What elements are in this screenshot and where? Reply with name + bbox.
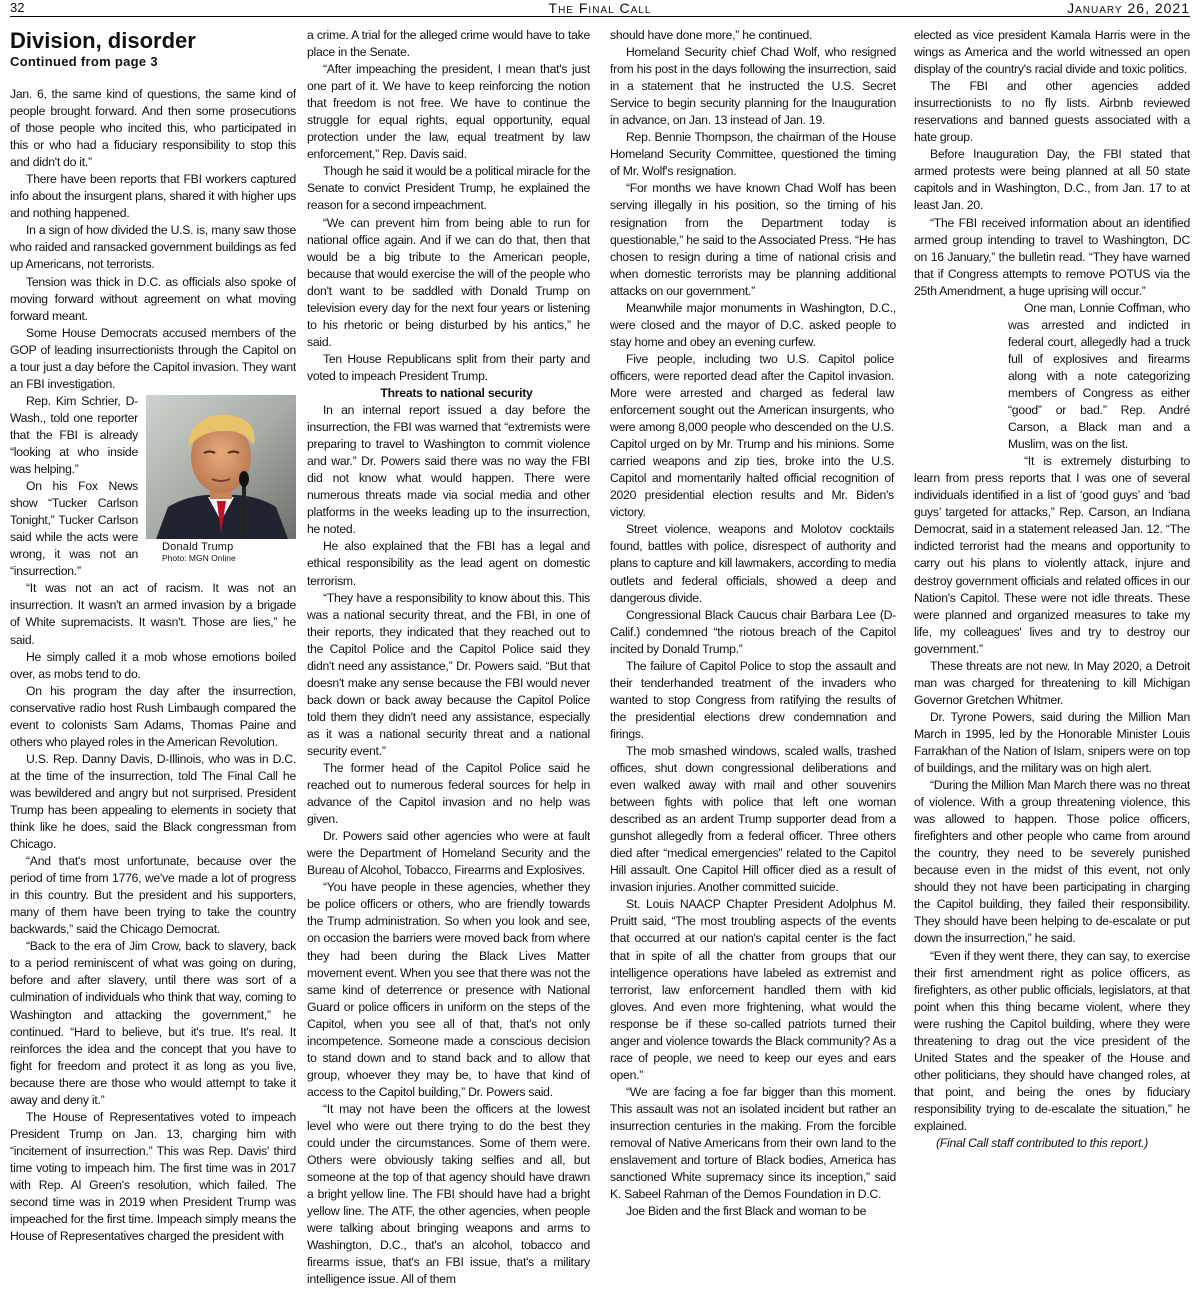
- paragraph: Congressional Black Caucus chair Barbara Lee (D-Calif.) condemned “the riotous breach of the Capitol incited by Donald Trump.”: [610, 607, 896, 656]
- paragraph: “It is extremely disturbing to learn from press reports that I was one of several individuals identified in a list of ‘good guys’ and ‘bad guys’ targeted for attacks,” Rep. Carson, an Indiana Democrat, said in a statement released Jan. 12. “The indicted terrorist had the means and opportunity to carry out his plans to violently attack, injure and destroy government officials and related offices in our Nation's Capitol. These were not idle threats. These were planned and organized measures to take my life, my colleagues' lives and try to destroy our government.”: [914, 454, 1190, 656]
- paragraph: In an internal report issued a day before the insurrection, the FBI was warned that “extremists were preparing to travel to Washington to commit violence and war.” Dr. Powers said there was no way the FBI did not know what would happen. There were numerous threats made via social media and other platforms in the weeks leading up to the insurrection, he noted.: [307, 403, 590, 537]
- paragraph: Homeland Security chief Chad Wolf, who resigned from his post in the days following the insurrection, said in a statement that he instructed the U.S. Secret Service to begin security planning for the Inauguration in advance, on Jan. 13 instead of Jan. 19.: [610, 45, 896, 128]
- paragraph: “They have a responsibility to know about this. This was a national security threat, and the FBI, in one of their reports, they indicated that they reached out to the Capitol Police and the Capitol Police said they didn't need any assistance,” Dr. Powers said. “But that doesn't make any sense because the FBI would never back down or back away because the Capitol Police told them they didn't need any assistance, especially as it was a national security threat and a national security event.”: [307, 590, 590, 758]
- paragraph: Ten House Republicans split from their party and voted to impeach President Trump.: [307, 351, 590, 383]
- subhead: Threats to national security: [380, 385, 533, 400]
- paragraph: Joe Biden and the first Black and woman to be: [626, 1204, 867, 1219]
- paragraph: There have been reports that FBI workers captured info about the insurgent plans, shared it with higher ups and nothing happened.: [10, 172, 296, 221]
- paragraph: “We are facing a foe far bigger than this moment. This assault was not an isolated incident but rather an insurrection centuries in the making. From the forcible removal of Native Americans from their own land to the enslavement and torture of Black bodies, America has sanctioned White supremacy since its inception,” said K. Sabeel Rahman of the Demos Foundation in D.C.: [610, 1084, 896, 1202]
- trump-photo-block: [146, 395, 296, 563]
- headline: Division, disorder: [10, 28, 196, 53]
- paragraph: On his program the day after the insurrection, conservative radio host Rush Limbaugh compared the event to colonists Sam Adams, Thomas Paine and others who played roles in the American Revolution.: [10, 683, 296, 749]
- paragraph: “It was not an act of racism. It was not an insurrection. It wasn't an armed invasion by a brigade of White supremacists. It wasn't. Those are lies,” he said.: [10, 581, 296, 647]
- paragraph: The FBI and other agencies added insurrectionists to no fly lists. Airbnb reviewed reservations and banned guests associated with a hate group.: [914, 79, 1190, 145]
- article-column-4: [914, 27, 1190, 1295]
- paragraph: Rep. Kim Schrier, D-Wash., told one reporter that the FBI is already “looking at who inside was helping.”: [10, 393, 138, 477]
- page-header: [10, 0, 1190, 17]
- paragraph: “Even if they went there, they can say, to exercise their first amendment right as police officers, as firefighters, as other public officials, legislators, at that point when this thing became violent, where they were rushing the Capitol building, where they were threatening to drag out the vice president of the United States and the speaker of the House and other politicians, they should have changed roles, at that point, and being the ones by fiduciary responsibility trying to de-escalate the situation,” he explained.: [914, 948, 1190, 1133]
- paragraph: He simply called it a mob whose emotions boiled over, as mobs tend to do.: [10, 649, 296, 681]
- paragraph: In a sign of how divided the U.S. is, many saw those who raided and ransacked government buildings as fed up Americans, not terrorists.: [10, 223, 296, 272]
- page-number: 32: [10, 0, 25, 15]
- paragraph: “For months we have known Chad Wolf has been serving illegally in his position, so the timing of his resignation from the Department today is questionable,” he said to the Associated Press. “He has chosen to resign during a time of national crisis and when domestic terrorists may be planning additional attacks on our government.”: [610, 181, 896, 298]
- issue-date: January 26, 2021: [1067, 0, 1190, 16]
- paragraph: “After impeaching the president, I mean that's just one part of it. We have to keep reinforcing the notion that freedom is not free. We have to continue the struggle for equal rights, equal opportunity, equal protection under the law, equal treatment by law enforcement,” Rep. Davis said.: [307, 62, 590, 162]
- continued-line: Continued from page 3: [10, 54, 158, 69]
- paragraph: These threats are not new. In May 2020, a Detroit man was charged for threatening to kill Michigan Governor Gretchen Whitmer.: [914, 658, 1190, 707]
- paragraph: “You have people in these agencies, whether they be police officers or others, who are friendly towards the Trump administration. So when you look and see, on occasion the barriers were moved back from where they had been during the Black Lives Matter movement event. When you see that there was not the same kind of deterrence or presence with National Guard or police officers in uniform on the steps of the Capitol, when you see all of that, that's not only incompetence. Someone made a conscious decision to stand down and to stand back and to allow that group, whoever they may be, to have that kind of access to the Capitol building,” Dr. Powers said.: [307, 880, 590, 1099]
- paragraph: Five people, including two U.S. Capitol police officers, were reported dead after the Capitol invasion. More were arrested and charged as federal law enforcement sought out the American insurgents, who were among 8,000 people who descended on the U.S. Capitol urged on by Mr. Trump and his minions. Some carried weapons and zip ties, broke into the U.S. Capitol and momentarily halted official recognition of 2020 presidential election results and Mr. Biden's victory.: [610, 351, 894, 520]
- paragraph: The House of Representatives voted to impeach President Trump on Jan. 13, charging him with “incitement of insurrection.” This was Rep. Davis' third time voting to impeach him. The first time was in 2017 with Rep. Al Green's resolution, which failed. The second time was in 2019 when President Trump was impeached for the first time. Impeach simply means the House of Representatives charged the president with: [10, 1109, 296, 1244]
- paragraph: Before Inauguration Day, the FBI stated that armed protests were being planned at all 50 state capitols and in Washington, D.C., from Jan. 17 to at least Jan. 20.: [914, 147, 1190, 213]
- paragraph: Rep. Bennie Thompson, the chairman of the House Homeland Security Committee, questioned the timing of Mr. Wolf's resignation.: [610, 130, 896, 179]
- article-column-2: [307, 27, 590, 1295]
- trump-photo: [146, 395, 296, 539]
- paragraph: St. Louis NAACP Chapter President Adolphus M. Pruitt said, “The most troubling aspects of the events that occurred at our nation's capital center is the fact that in spite of all the chatter from groups that our intelligence operations have labeled as extremist and terrorist, law enforcement handled them with kid gloves. And even more frightening, what would the response be if these so-called patriots turned their anger and violence towards the Black community? As a race of people, we need to keep our eyes and ears open.”: [610, 897, 896, 1082]
- trump-photo-credit: Photo: MGN Online: [162, 552, 236, 563]
- paragraph: “During the Million Man March there was no threat of violence. With a group threatening violence, this was allowed to happen. Those police officers, firefighters and other people who came from around the country, they need to be severely punished because even in the midst of this event, not only should they not have been participating in charging the Capitol building, they failed their responsibility. They should have been helping to de-escalate or put down the insurrection,” he said.: [914, 778, 1190, 946]
- paragraph: “And that's most unfortunate, because over the period of time from 1776, we've made a lot of progress in this country. But the president and his supporters, many of them have been trying to take the country backwards,” said the Chicago Democrat.: [10, 854, 296, 937]
- paragraph: should have done more,” he continued.: [610, 28, 813, 42]
- closing-note: (Final Call staff contributed to this report.): [936, 1136, 1149, 1151]
- paragraph: “Back to the era of Jim Crow, back to slavery, back to a period reminiscent of what was going on during, before and after slavery, until there was sort of a culmination of individuals who think that way, coming to Washington and attacking the government,” he continued. “Hard to believe, but it's true. It's real. It reinforces the idea and the concept that you have to fight for freedom and protect it as long as you live, because there are those who would attempt to take it away and deny it.”: [10, 939, 296, 1107]
- paragraph: elected as vice president Kamala Harris were in the wings as America and the world witnessed an open display of the country's racial divide and toxic politics.: [914, 28, 1190, 77]
- paragraph: “It may not have been the officers at the lowest level who were out there trying to do the best they could under the circumstances. Some of them were. Others were obviously taking selfies and all, but someone at the top of that agency should have drawn a bright yellow line. The FBI should have had a bright yellow line. The ATF, the other agencies, when people were talking about bringing weapons and arms to Washington, D.C., that's an alcohol, tobacco and firearms issue, that's an FBI issue, that's a military intelligence issue. All of them: [307, 1101, 590, 1287]
- paragraph: Some House Democrats accused members of the GOP of leading insurrectionists through the Capitol on a tour just a day before the Capitol invasion. They want an FBI investigation.: [10, 325, 296, 391]
- paragraph: Meanwhile major monuments in Washington, D.C., were closed and the mayor of D.C. asked people to stay home and obey an evening curfew.: [610, 300, 896, 349]
- paragraph: One man, Lonnie Coffman, who was arrested and indicted in federal court, allegedly had a truck full of explosives and firearms along with a note categorizing members of Congress as either “good” or bad.” Rep. André Carson, a Black man and a Muslim, was on the list.: [914, 300, 1190, 453]
- paragraph: Street violence, weapons and Molotov cocktails found, battles with police, disrespect of authority and plans to capture and kill lawmakers, according to media outlets and federal officials, showed a deep and dangerous divide.: [610, 522, 896, 605]
- paragraph: a crime. A trial for the alleged crime would have to take place in the Senate.: [307, 28, 590, 60]
- paragraph: Dr. Tyrone Powers, said during the Million Man March in 1995, led by the Honorable Minister Louis Farrakhan of the Nation of Islam, snipers were on top of buildings, and the military was on high alert.: [914, 709, 1190, 776]
- trump-photo-caption: Donald Trump: [162, 540, 234, 553]
- paragraph: On his Fox News show “Tucker Carlson Tonight,” Tucker Carlson said while the acts were wrong, it was not an “insurrection.”: [10, 479, 138, 579]
- paragraph: The failure of Capitol Police to stop the assault and their tenderhanded treatment of the invaders who wanted to stop Congress from ratifying the results of the presidential elections drew condemnation and firings.: [610, 658, 896, 741]
- paragraph: Dr. Powers said other agencies who were at fault were the Department of Homeland Security and the Bureau of Alcohol, Tobacco, Firearms and Explosives.: [307, 829, 590, 878]
- paragraph: Tension was thick in D.C. as officials also spoke of moving forward without agreement on what moving forward meant.: [10, 274, 296, 323]
- paragraph: The mob smashed windows, scaled walls, trashed offices, shut down congressional deliberations and even walked away with mail and other souvenirs between fights with police that left one woman described as an ardent Trump supporter dead from a gunshot allegedly from a federal officer. Three others died after “medical emergencies” related to the Capitol Hill assault. One Capitol Hill officer died as a result of invasion injuries. Another committed suicide.: [610, 743, 896, 895]
- paragraph: He also explained that the FBI has a legal and ethical responsibility as the lead agent on domestic terrorism.: [307, 539, 590, 588]
- paragraph: “We can prevent him from being able to run for national office again. And if we can do that, then that would be a big tribute to the American people, because that would exercise the will of the people who don't want to be saddled with Donald Trump on television every day for the next four years or listening to his rhetoric or being disturbed by his antics,” he said.: [307, 215, 590, 349]
- paragraph: Though he said it would be a political miracle for the Senate to convict President Trump, he explained the reason for a second impeachment.: [307, 164, 590, 213]
- publication-name: The Final Call: [548, 0, 652, 16]
- paragraph: The former head of the Capitol Police said he reached out to numerous federal sources for help in advance of the Capitol invasion and no help was given.: [307, 761, 590, 827]
- article-column-1: [10, 27, 296, 1295]
- photo-wrap-spacer: [914, 317, 1008, 467]
- paragraph: “The FBI received information about an identified armed group intending to travel to Washington, DC on 16 January,” the bulletin read. “They have warned that if Congress attempts to remove POTUS via the 25th Amendment, a huge uprising will occur.”: [914, 215, 1190, 298]
- paragraph: U.S. Rep. Danny Davis, D-Illinois, who was in D.C. at the time of the insurrection, told The Final Call he was bewildered and angry but not surprised. President Trump has been appealing to elements in society that think like he does, said the Black congressman from Chicago.: [10, 751, 296, 852]
- paragraph: Jan. 6, the same kind of questions, the same kind of people brought forward. And then some prosecutions of those people who incited this, who participated in this or who had a fiduciary responsibility to stop this and didn't do it.”: [10, 87, 296, 170]
- article-column-3: [610, 27, 896, 1295]
